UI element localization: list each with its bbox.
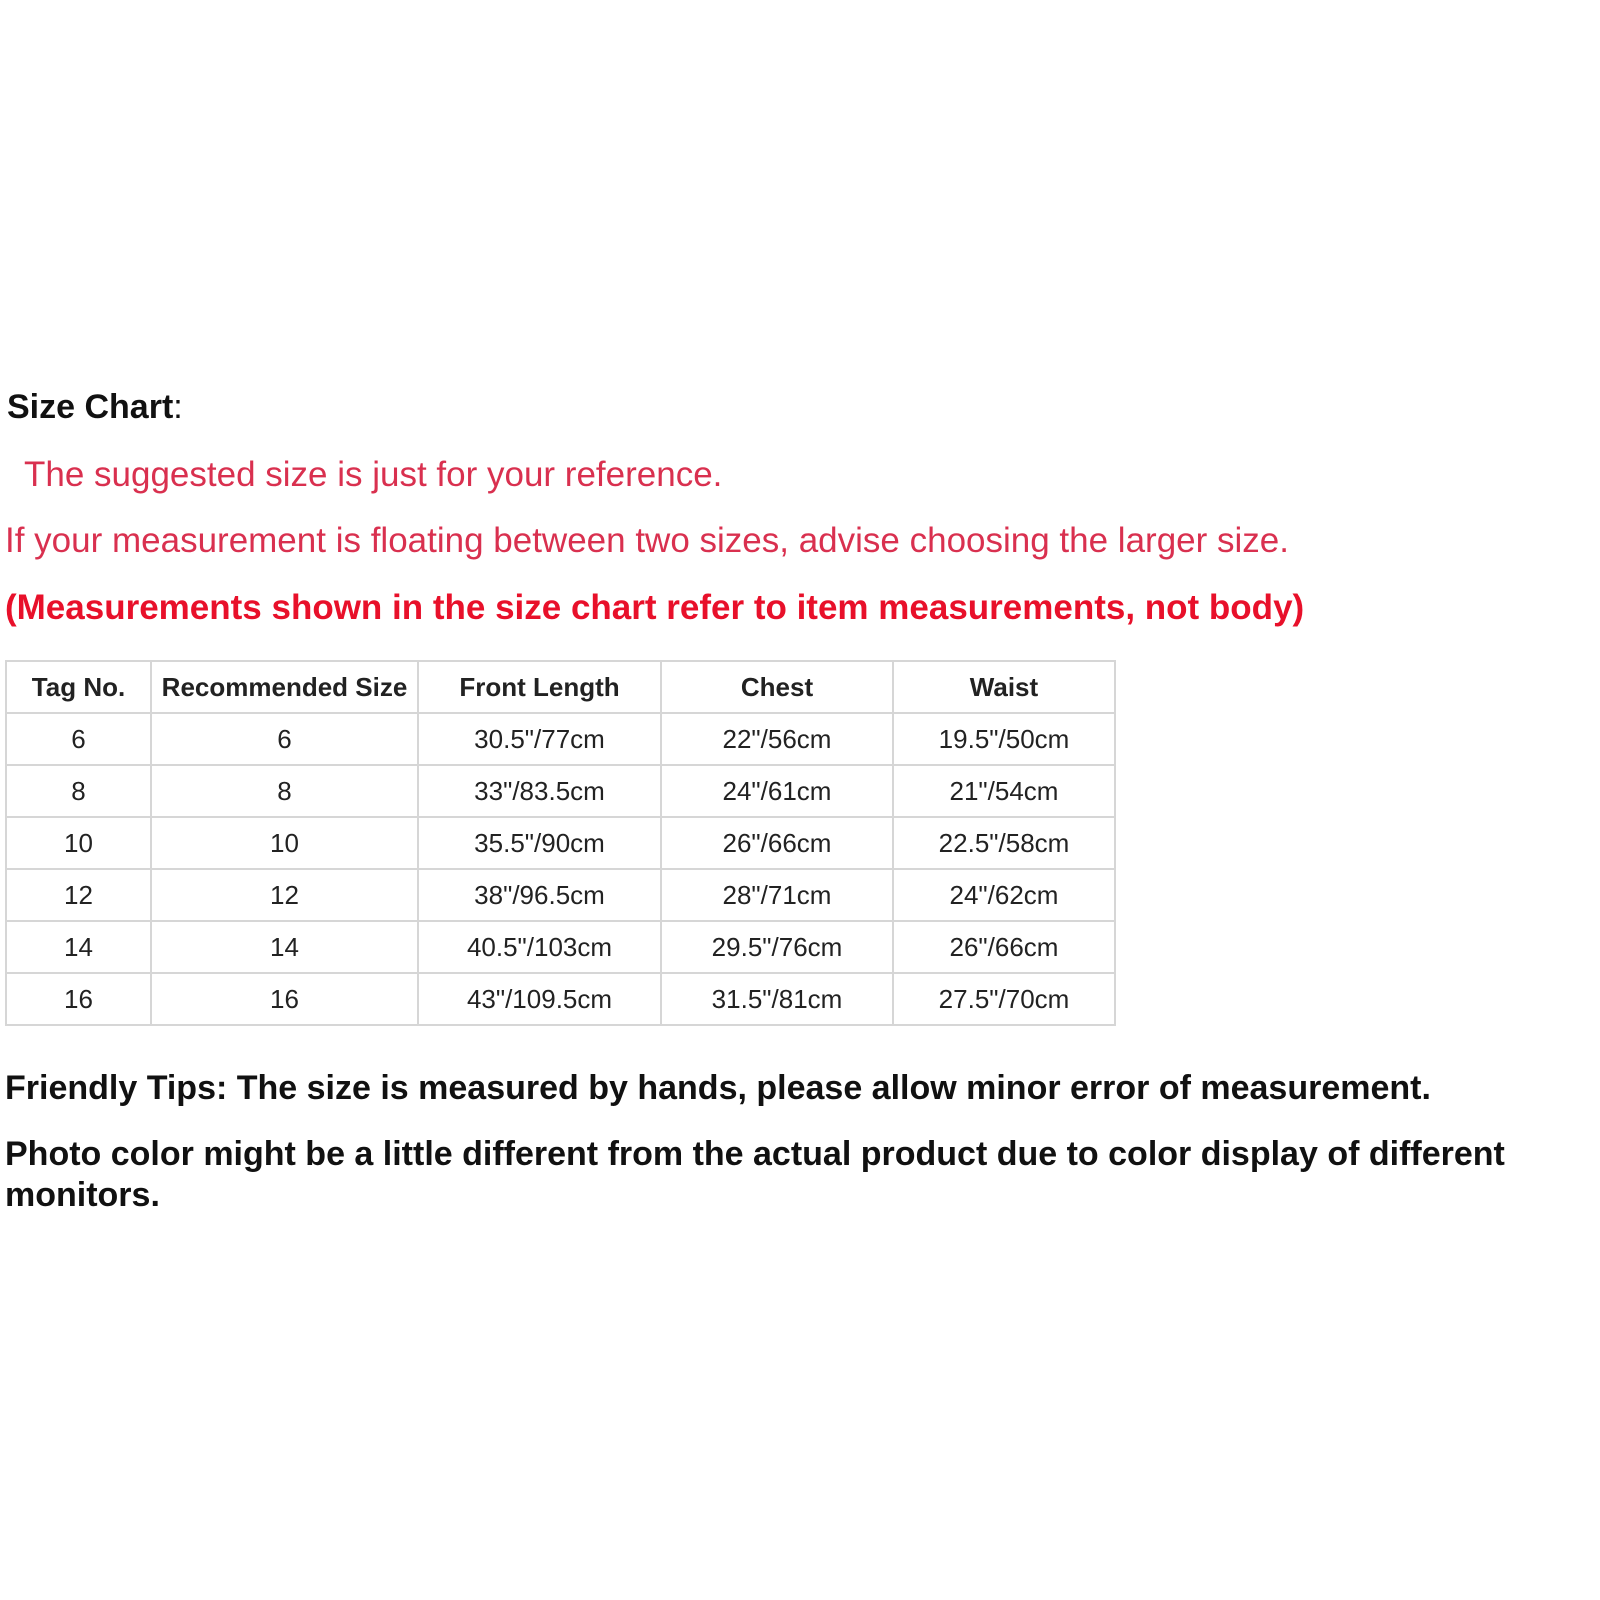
cell-chest: 24"/61cm	[661, 765, 893, 817]
cell-tag-no: 16	[6, 973, 151, 1025]
header-chest: Chest	[661, 661, 893, 713]
friendly-tips: Friendly Tips: The size is measured by hands, please allow minor error of measurement.	[5, 1069, 1431, 1107]
item-measurement-note: (Measurements shown in the size chart refer to item measurements, not body)	[5, 588, 1305, 627]
cell-tag-no: 12	[6, 869, 151, 921]
cell-chest: 28"/71cm	[661, 869, 893, 921]
cell-tag-no: 8	[6, 765, 151, 817]
cell-front-length: 43"/109.5cm	[418, 973, 661, 1025]
cell-waist: 27.5"/70cm	[893, 973, 1115, 1025]
table-row	[6, 869, 1115, 921]
cell-recommended-size: 14	[151, 921, 418, 973]
header-waist: Waist	[893, 661, 1115, 713]
table-row	[6, 973, 1115, 1025]
sizing-advice-note: If your measurement is floating between two sizes, advise choosing the larger size.	[5, 521, 1289, 560]
cell-waist: 22.5"/58cm	[893, 817, 1115, 869]
title-colon: :	[173, 388, 183, 426]
size-chart-title	[7, 388, 183, 427]
cell-front-length: 33"/83.5cm	[418, 765, 661, 817]
table-row	[6, 765, 1115, 817]
cell-waist: 21"/54cm	[893, 765, 1115, 817]
cell-recommended-size: 8	[151, 765, 418, 817]
photo-color-note: Photo color might be a little different from the actual product due to color display of different	[5, 1135, 1505, 1173]
cell-tag-no: 10	[6, 817, 151, 869]
cell-waist: 26"/66cm	[893, 921, 1115, 973]
cell-recommended-size: 6	[151, 713, 418, 765]
table-row	[6, 921, 1115, 973]
size-table	[5, 660, 1116, 1026]
cell-front-length: 40.5"/103cm	[418, 921, 661, 973]
cell-recommended-size: 16	[151, 973, 418, 1025]
cell-chest: 31.5"/81cm	[661, 973, 893, 1025]
cell-front-length: 30.5"/77cm	[418, 713, 661, 765]
reference-note: The suggested size is just for your reference.	[24, 455, 723, 494]
table-row	[6, 817, 1115, 869]
cell-chest: 29.5"/76cm	[661, 921, 893, 973]
photo-color-note-continued: monitors.	[5, 1176, 160, 1214]
cell-tag-no: 14	[6, 921, 151, 973]
header-front-length: Front Length	[418, 661, 661, 713]
cell-chest: 26"/66cm	[661, 817, 893, 869]
cell-waist: 19.5"/50cm	[893, 713, 1115, 765]
cell-recommended-size: 12	[151, 869, 418, 921]
header-tag-no: Tag No.	[6, 661, 151, 713]
cell-waist: 24"/62cm	[893, 869, 1115, 921]
table-header-row	[6, 661, 1115, 713]
cell-chest: 22"/56cm	[661, 713, 893, 765]
table-row	[6, 713, 1115, 765]
title-text: Size Chart	[7, 388, 174, 426]
cell-front-length: 35.5"/90cm	[418, 817, 661, 869]
cell-tag-no: 6	[6, 713, 151, 765]
header-recommended-size: Recommended Size	[151, 661, 418, 713]
cell-front-length: 38"/96.5cm	[418, 869, 661, 921]
cell-recommended-size: 10	[151, 817, 418, 869]
